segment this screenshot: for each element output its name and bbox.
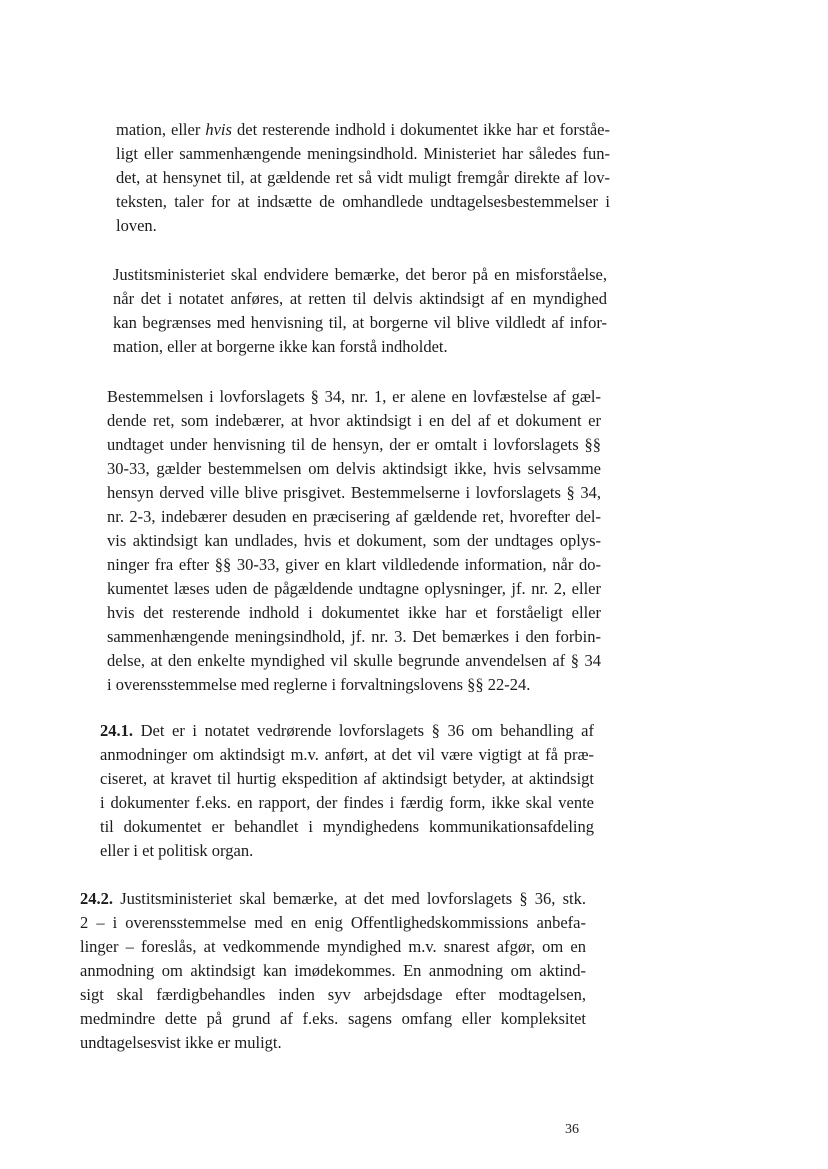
section-number: 24.2. xyxy=(80,889,113,908)
text-fragment: det resterende indhold i dokumentet ikke har et forståe- xyxy=(231,120,610,139)
text-line: linger – foreslås, at vedkommende myndighed m.v. snarest afgør, om en xyxy=(80,937,586,956)
paragraph-24-2 xyxy=(80,887,586,1055)
text-line: 30-33, gælder bestemmelsen om delvis aktindsigt ikke, hvis selvsamme xyxy=(107,459,601,478)
paragraph-24-1 xyxy=(100,719,594,863)
paragraph-1 xyxy=(116,118,610,238)
paragraph-2 xyxy=(113,263,607,359)
text-line: når det i notatet anføres, at retten til delvis aktindsigt af en myndighed xyxy=(113,289,607,308)
text-line: hensyn derved ville blive prisgivet. Bestemmelserne i lovforslagets § 34, xyxy=(107,483,601,502)
text-line: i dokumenter f.eks. en rapport, der findes i færdig form, ikke skal vente xyxy=(100,793,594,812)
text-line: i overensstemmelse med reglerne i forvaltningslovens §§ 22-24. xyxy=(107,675,531,694)
text-line xyxy=(80,887,586,911)
text-line: delse, at den enkelte myndighed vil skulle begrunde anvendelsen af § 34 xyxy=(107,651,601,670)
text-line: sigt skal færdigbehandles inden syv arbejdsdage efter modtagelsen, xyxy=(80,985,586,1004)
text-line: kumentet læses uden de pågældende undtagne oplysninger, jf. nr. 2, eller xyxy=(107,579,601,598)
emphasis-text: hvis xyxy=(205,120,232,139)
text-line: ciseret, at kravet til hurtig ekspedition af aktindsigt betyder, at aktindsigt xyxy=(100,769,594,788)
text-line: sammenhængende meningsindhold, jf. nr. 3. Det bemærkes i den forbin- xyxy=(107,627,601,646)
text-line: ninger fra efter §§ 30-33, giver en klart vildledende information, når do- xyxy=(107,555,601,574)
text-line: anmodning om aktindsigt kan imødekommes. En anmodning om aktind- xyxy=(80,961,586,980)
text-line: nr. 2-3, indebærer desuden en præcisering af gældende ret, hvorefter del- xyxy=(107,507,601,526)
text-line: undtagelsesvist ikke er muligt. xyxy=(80,1033,282,1052)
text-line: mation, eller at borgerne ikke kan forstå indholdet. xyxy=(113,337,448,356)
text-line: ligt eller sammenhængende meningsindhold. Ministeriet har således fun- xyxy=(116,144,610,163)
text-line: teksten, taler for at indsætte de omhandlede undtagelsesbestemmelser i xyxy=(116,192,610,211)
text-fragment: Det er i notatet vedrørende lovforslagets § 36 om behandling af xyxy=(133,721,594,740)
text-line: vis aktindsigt kan undlades, hvis et dokument, som der undtages oplys- xyxy=(107,531,601,550)
text-line: 2 – i overensstemmelse med en enig Offentlighedskommissions anbefa- xyxy=(80,913,586,932)
text-fragment: mation, eller xyxy=(116,120,206,139)
section-number: 24.1. xyxy=(100,721,133,740)
text-line: loven. xyxy=(116,216,157,235)
text-line: Justitsministeriet skal endvidere bemærke, det beror på en misforståelse, xyxy=(113,265,607,284)
text-line: til dokumentet er behandlet i myndighedens kommunikationsafdeling xyxy=(100,817,594,836)
text-line: Bestemmelsen i lovforslagets § 34, nr. 1, er alene en lovfæstelse af gæl- xyxy=(107,387,601,406)
text-line: hvis det resterende indhold i dokumentet ikke har et forståeligt eller xyxy=(107,603,601,622)
paragraph-3 xyxy=(107,385,601,697)
text-line: eller i et politisk organ. xyxy=(100,841,254,860)
text-line xyxy=(116,118,610,142)
text-line: undtaget under henvisning til de hensyn, der er omtalt i lovforslagets §§ xyxy=(107,435,601,454)
text-line: kan begrænses med henvisning til, at borgerne vil blive vildledt af infor- xyxy=(113,313,607,332)
page-number: 36 xyxy=(565,1122,579,1137)
text-line: medmindre dette på grund af f.eks. sagens omfang eller kompleksitet xyxy=(80,1009,586,1028)
text-line: dende ret, som indebærer, at hvor aktindsigt i en del af et dokument er xyxy=(107,411,601,430)
text-fragment: Justitsministeriet skal bemærke, at det med lovforslagets § 36, stk. xyxy=(113,889,586,908)
text-line: det, at hensynet til, at gældende ret så vidt muligt fremgår direkte af lov- xyxy=(116,168,610,187)
text-line xyxy=(100,719,594,743)
text-line: anmodninger om aktindsigt m.v. anført, at det vil være vigtigt at få præ- xyxy=(100,745,594,764)
